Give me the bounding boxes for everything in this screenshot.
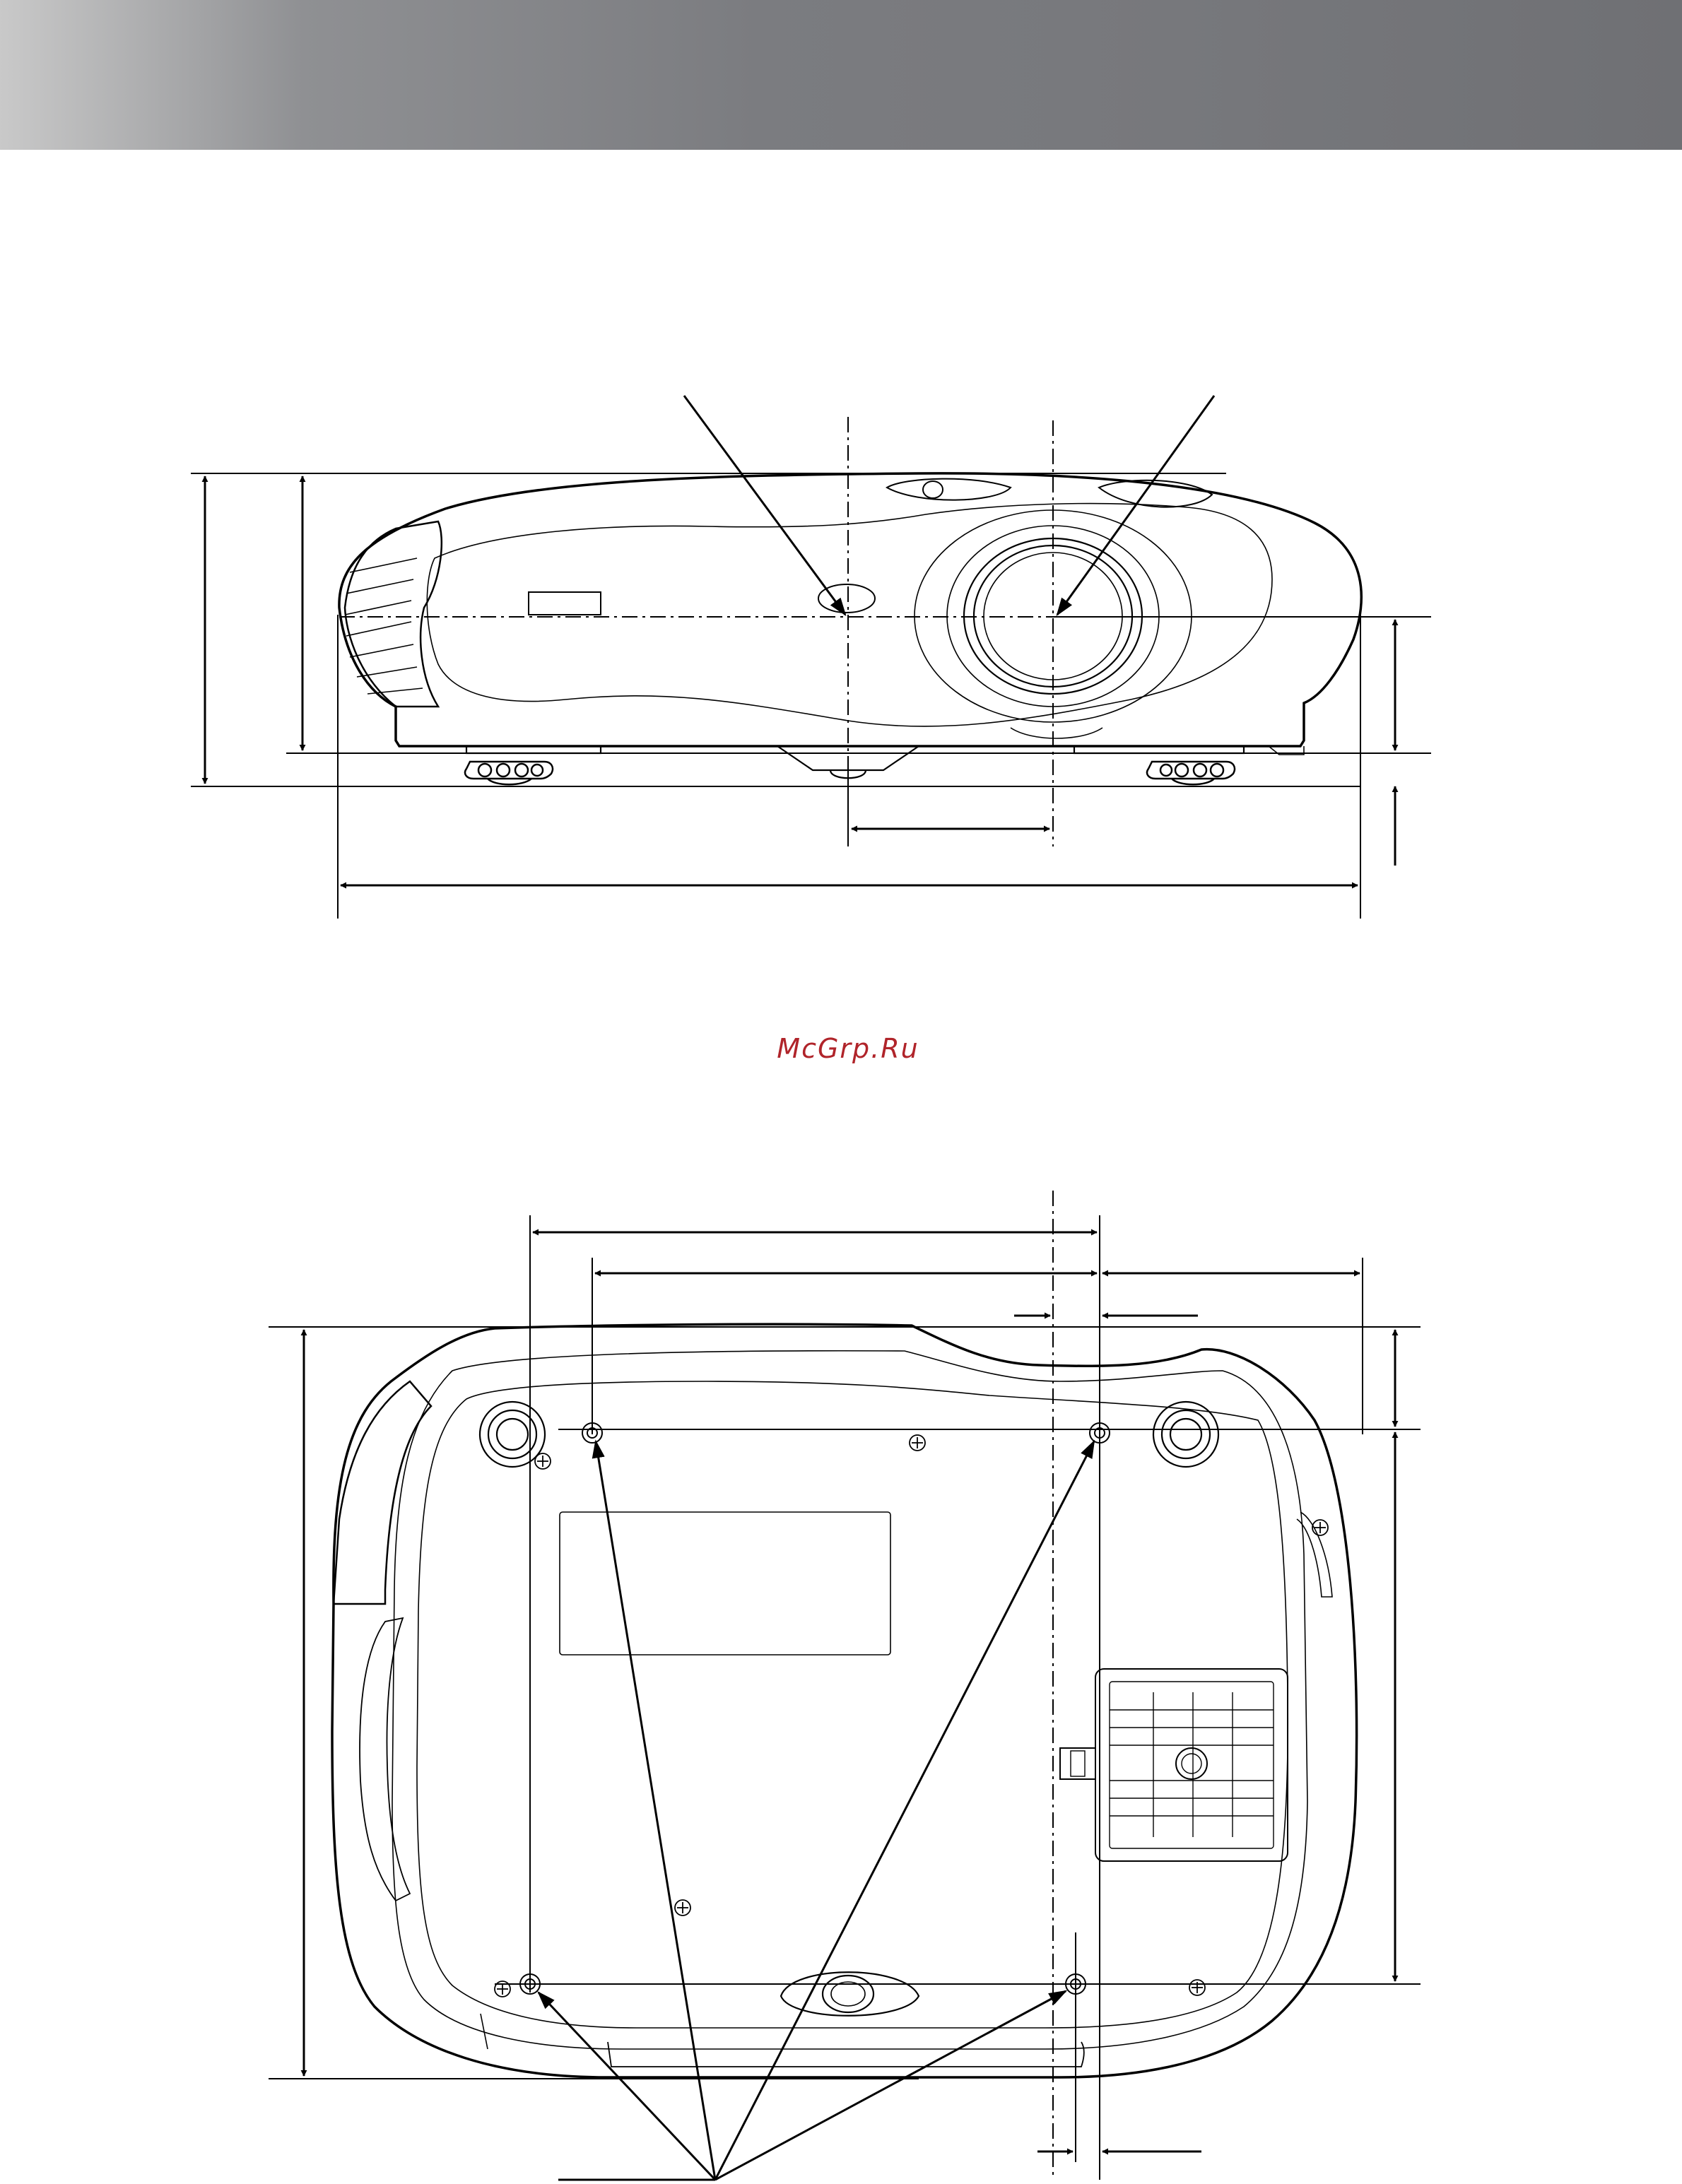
bottom-left-foot (480, 1402, 545, 1467)
bottom-right-foot (1153, 1402, 1218, 1467)
front-view-drawing (191, 396, 1431, 919)
front-leader-lines (684, 396, 1214, 615)
leader-rear-right-hole (715, 1991, 1066, 2180)
leader-front-right-hole (715, 1441, 1094, 2180)
bottom-air-filter (1060, 1669, 1288, 1861)
leader-front-left-hole (596, 1441, 715, 2180)
watermark-text: McGrp.Ru (777, 1033, 919, 1064)
front-center-lines (339, 417, 1244, 846)
front-right-foot (1147, 762, 1235, 784)
bottom-screws (495, 1435, 1328, 1997)
bottom-mount-hole-leaders (539, 1441, 1094, 2180)
front-projector-body (339, 473, 1361, 778)
leader-sensor-center (684, 396, 845, 615)
front-vent-slats (345, 558, 423, 694)
bottom-mount-holes (520, 1423, 1110, 1994)
bottom-projector-body (332, 1324, 1357, 2077)
front-left-foot (465, 762, 553, 784)
bottom-view-drawing (269, 1191, 1421, 2180)
